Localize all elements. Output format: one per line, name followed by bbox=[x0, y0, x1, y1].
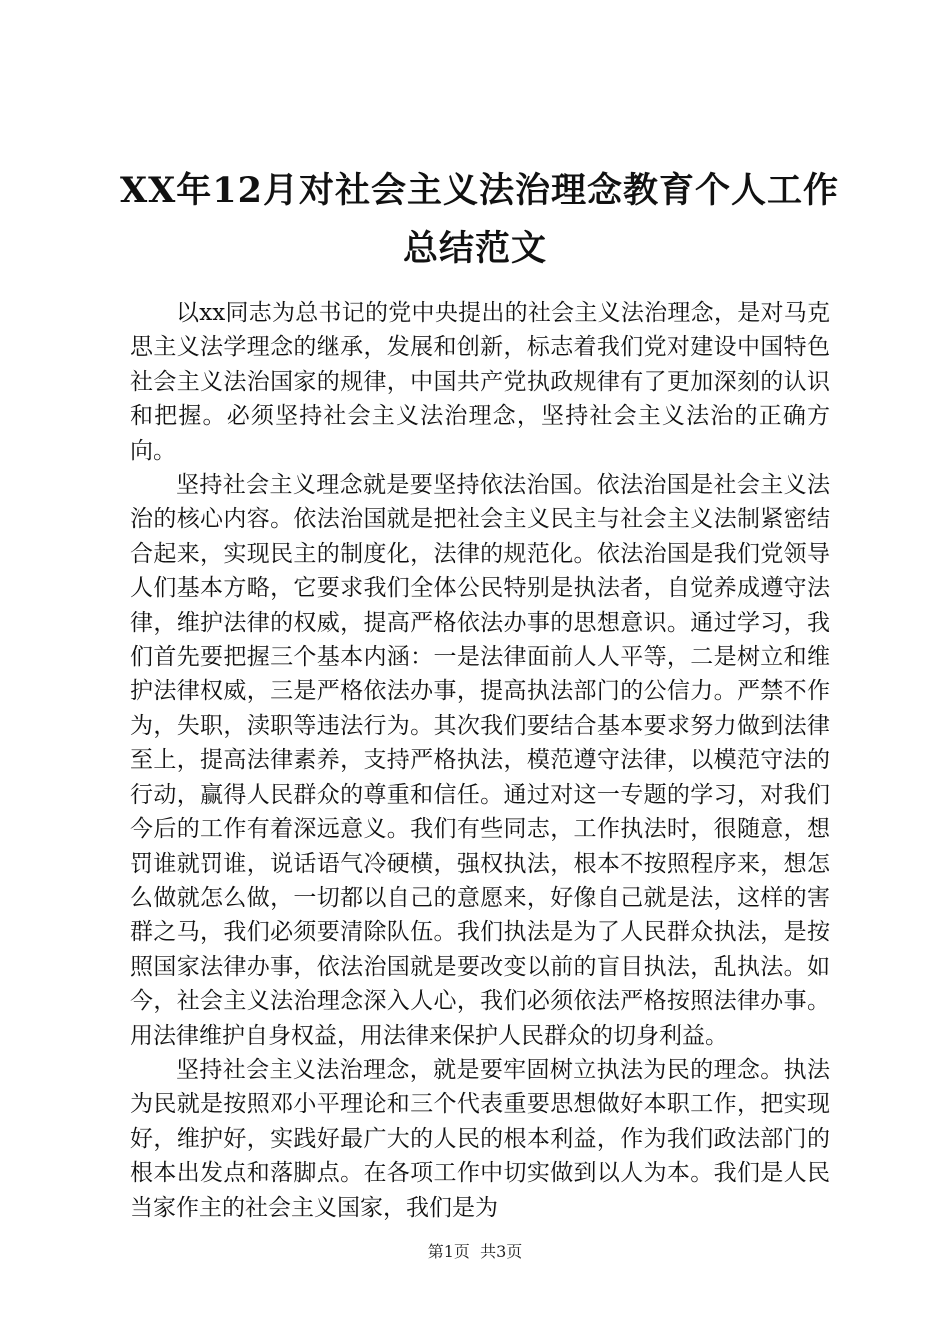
paragraph-3: 坚持社会主义法治理念，就是要牢固树立执法为民的理念。执法为民就是按照邓小平理论和三个代表重要思想做好本职工作，把实现好，维护好，实践好最广大的人民的根本利益，作为我们政法部门的根本出发点和落脚点。在各项工作中切实做到以人为本。我们是人民当家作主的社会主义国家，我们是为 bbox=[130, 1056, 830, 1221]
document-title bbox=[120, 162, 840, 278]
document-body bbox=[130, 296, 830, 1225]
paragraph-1: 以xx同志为总书记的党中央提出的社会主义法治理念，是对马克思主义法学理念的继承，发展和创新，标志着我们党对建设中国特色社会主义法治国家的规律，中国共产党执政规律有了更加深刻的认识和把握。必须坚持社会主义法治理念，坚持社会主义法治的正确方向。 bbox=[130, 300, 830, 464]
page-number: 第1页 bbox=[427, 1242, 470, 1261]
title-line-2: 总结范文 bbox=[402, 228, 547, 269]
page-total: 共3页 bbox=[480, 1242, 523, 1261]
paragraph-2: 坚持社会主义理念就是要坚持依法治国。依法治国是社会主义法治的核心内容。依法治国就是把社会主义民主与社会主义法制紧密结合起来，实现民主的制度化，法律的规范化。依法治国是我们党领导人们基本方略，它要求我们全体公民特别是执法者，自觉养成遵守法律，维护法律的权威，提高严格依法办事的思想意识。通过学习，我们首先要把握三个基本内涵：一是法律面前人人平等，二是树立和维护法律权威，三是严格依法办事，提高执法部门的公信力。严禁不作为，失职，渎职等违法行为。其次我们要结合基本要求努力做到法律至上，提高法律素养，支持严格执法，模范遵守法律，以模范守法的行动，赢得人民群众的尊重和信任。通过对这一专题的学习，对我们今后的工作有着深远意义。我们有些同志，工作执法时，很随意，想罚谁就罚谁，说话语气冷硬横，强权执法，根本不按照程序来，想怎么做就怎么做，一切都以自己的意愿来，好像自己就是法，这样的害群之马，我们必须要清除队伍。我们执法是为了人民群众执法，是按照国家法律办事，依法治国就是要改变以前的盲目执法，乱执法。如今，社会主义法治理念深入人心，我们必须依法严格按照法律办事。用法律维护自身权益，用法律来保护人民群众的切身利益。 bbox=[130, 472, 830, 1049]
title-line-1: XX年12月对社会主义法治理念教育个人工作 bbox=[120, 170, 840, 211]
page-footer bbox=[0, 1242, 950, 1262]
